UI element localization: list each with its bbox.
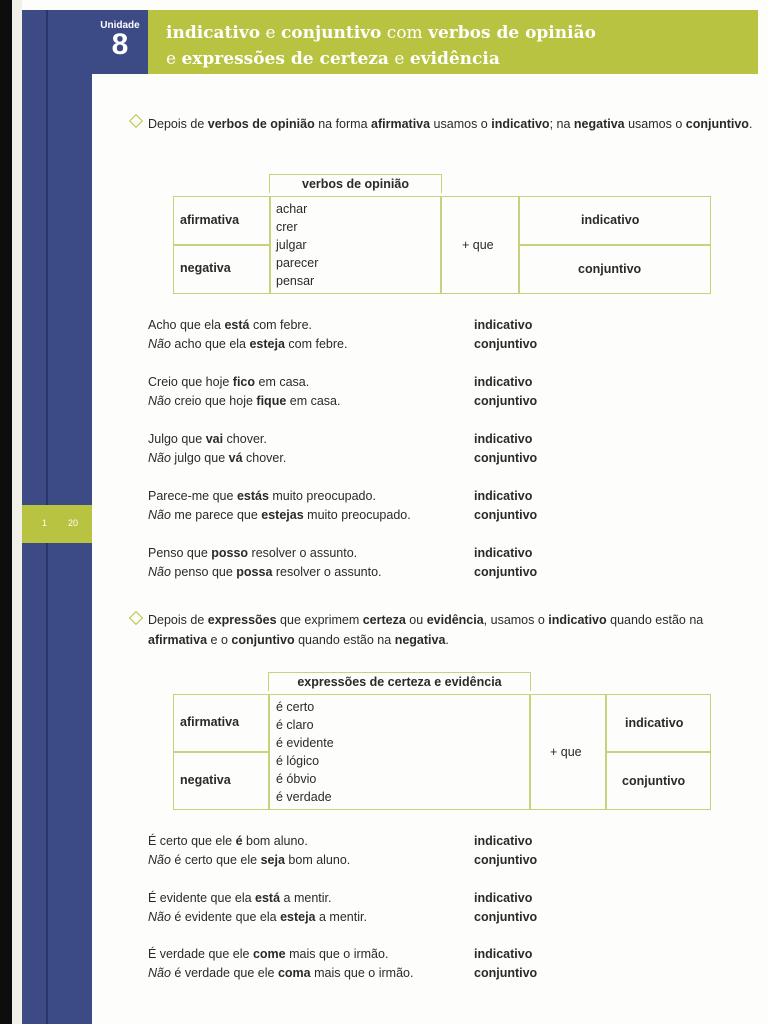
text-run: conjuntivo (231, 633, 295, 647)
example-mood: indicativo (474, 890, 533, 905)
example-negative (148, 506, 411, 525)
text-run: penso que (170, 565, 237, 579)
title-run: conjuntivo (280, 23, 382, 43)
text-run: seja (260, 853, 285, 867)
text-run: , usamos o (483, 613, 549, 627)
text-run: é certo que ele (170, 853, 261, 867)
table2-connector: + que (550, 745, 582, 759)
unit-badge (92, 10, 148, 74)
page-title (166, 20, 596, 72)
text-run: verbos de opinião (207, 117, 315, 131)
title-run: indicativo (166, 23, 261, 43)
text-run: Não (148, 394, 171, 408)
table1-verb-list (276, 200, 318, 290)
text-run: Não (148, 337, 171, 351)
table2-result: indicativo (625, 716, 684, 730)
example-negative (148, 964, 413, 983)
text-run: quando estão na (606, 613, 704, 627)
text-run: Julgo que (148, 432, 206, 446)
example-affirmative (148, 487, 376, 506)
text-run: em casa. (286, 394, 341, 408)
unit-number: 8 (111, 28, 129, 61)
text-run: julgo que (170, 451, 229, 465)
text-run: coma (277, 966, 311, 980)
text-run: está (224, 318, 250, 332)
text-run: a mentir. (280, 890, 332, 905)
table1-result: indicativo (581, 213, 640, 227)
text-run: com febre. (284, 337, 348, 351)
text-run: estejas (261, 508, 304, 522)
text-run: estás (236, 489, 269, 503)
title-run: verbos de opinião (428, 23, 596, 43)
text-run: possa (236, 565, 273, 579)
table-list-item: é lógico (276, 754, 320, 768)
example-negative (148, 449, 286, 468)
text-run: chover. (242, 451, 287, 465)
example-mood: conjuntivo (474, 966, 538, 980)
page-marker-left: 1 (42, 518, 48, 528)
example-mood: indicativo (474, 432, 533, 446)
example-mood: indicativo (474, 546, 533, 560)
table-list-item: pensar (276, 274, 315, 288)
text-run: a mentir. (315, 909, 367, 924)
book-spine-edge (0, 0, 12, 1024)
text-run: Acho que ela (148, 318, 225, 332)
table-list-item: é claro (276, 718, 314, 732)
bullet-diamond-icon (129, 114, 143, 128)
text-run: acho que ela (170, 337, 250, 351)
title-line-2 (166, 46, 596, 72)
table2-expression-list (276, 698, 334, 806)
table1-result: conjuntivo (578, 262, 642, 276)
text-run: É evidente que ela (148, 890, 256, 905)
example-affirmative (148, 889, 331, 908)
text-run: muito preocupado. (268, 489, 376, 503)
bullet-diamond-icon (129, 611, 143, 625)
table2-row-label: negativa (180, 773, 231, 787)
table-list-item: é verdade (276, 790, 332, 804)
text-run: bom aluno. (242, 834, 308, 848)
text-run: quando estão na (294, 633, 395, 647)
table1-connector: + que (462, 238, 494, 252)
example-negative (148, 851, 350, 870)
text-run: certeza (362, 613, 406, 627)
text-run: ; na (549, 117, 574, 131)
text-run: Penso que (148, 546, 212, 560)
text-run: Não (148, 909, 171, 924)
example-mood: indicativo (474, 318, 533, 332)
title-run: expressões de certeza (181, 49, 389, 69)
text-run: mais que o irmão. (285, 947, 389, 961)
text-run: usamos o (624, 117, 686, 131)
text-run: é verdade que ele (170, 966, 278, 980)
title-run: e (166, 49, 182, 69)
text-run: fico (232, 375, 256, 389)
table-list-item: é certo (276, 700, 315, 714)
text-run: Depois de (148, 117, 208, 131)
example-mood: conjuntivo (474, 394, 538, 408)
example-mood: conjuntivo (474, 853, 538, 867)
text-run: está (255, 890, 281, 905)
text-run: Não (148, 853, 171, 867)
text-run: em casa. (255, 375, 310, 389)
example-negative (148, 908, 367, 927)
text-run: é evidente que ela (170, 909, 281, 924)
text-run: Não (148, 966, 171, 980)
text-run: ou (405, 613, 427, 627)
example-mood: conjuntivo (474, 451, 538, 465)
text-run: chover. (223, 432, 267, 446)
rule-text-2 (148, 610, 758, 650)
text-run: afirmativa (371, 117, 431, 131)
table-list-item: crer (276, 220, 298, 234)
text-run: conjuntivo (685, 117, 749, 131)
example-mood: indicativo (474, 375, 533, 389)
page-margin-strip (12, 0, 22, 1024)
text-run: come (252, 947, 286, 961)
text-run: vai (205, 432, 224, 446)
example-affirmative (148, 430, 267, 449)
example-affirmative (148, 832, 308, 851)
title-run: evidência (409, 49, 500, 69)
table1-row-label: afirmativa (180, 213, 240, 227)
page-marker (22, 505, 92, 543)
table-list-item: parecer (276, 256, 319, 270)
example-mood: conjuntivo (474, 565, 538, 579)
example-affirmative (148, 373, 309, 392)
text-run: Depois de (148, 613, 208, 627)
example-mood: indicativo (474, 489, 533, 503)
table2-title: expressões de certeza e evidência (268, 672, 531, 691)
text-run: negativa (573, 117, 625, 131)
text-run: evidência (426, 613, 484, 627)
text-run: vá (228, 451, 243, 465)
example-affirmative (148, 945, 388, 964)
text-run: e o (207, 633, 232, 647)
text-run: posso (211, 546, 249, 560)
table-list-item: achar (276, 202, 308, 216)
text-run: esteja (280, 909, 316, 924)
text-run: com febre. (249, 318, 313, 332)
text-run: . (445, 633, 449, 647)
title-banner (148, 10, 758, 74)
title-line-1 (166, 20, 596, 46)
table-list-item: julgar (276, 238, 307, 252)
text-run: Não (148, 451, 171, 465)
text-run: indicativo (548, 613, 607, 627)
text-run: É verdade que ele (148, 947, 253, 961)
text-run: resolver o assunto. (248, 546, 358, 560)
example-mood: conjuntivo (474, 508, 538, 522)
text-run: que exprimem (276, 613, 363, 627)
text-run: . (748, 117, 753, 131)
text-run: bom aluno. (284, 853, 351, 867)
table1-title: verbos de opinião (269, 174, 442, 193)
text-run: negativa (394, 633, 446, 647)
example-affirmative (148, 316, 312, 335)
example-mood: conjuntivo (474, 909, 538, 924)
text-run: na forma (314, 117, 372, 131)
text-run: Parece-me que (148, 489, 237, 503)
text-run: Não (148, 565, 171, 579)
page-marker-right: 20 (68, 518, 79, 528)
example-negative (148, 563, 382, 582)
text-run: é (235, 834, 243, 848)
text-run: usamos o (430, 117, 492, 131)
text-run: afirmativa (148, 633, 208, 647)
text-run: mais que o irmão. (310, 966, 414, 980)
text-run: Não (148, 508, 171, 522)
table-list-item: é óbvio (276, 772, 317, 786)
example-negative (148, 335, 347, 354)
text-run: É certo que ele (148, 834, 236, 848)
table2-result: conjuntivo (622, 774, 686, 788)
text-run: expressões (207, 613, 277, 627)
unit-label: Unidade (100, 20, 140, 31)
text-run: fique (256, 394, 287, 408)
table2-row-label: afirmativa (180, 715, 240, 729)
table-list-item: é evidente (276, 736, 334, 750)
text-run: creio que hoje (170, 394, 257, 408)
title-run: e (388, 49, 410, 69)
text-run: indicativo (491, 117, 550, 131)
table1-row-label: negativa (180, 261, 231, 275)
text-run: muito preocupado. (303, 508, 411, 522)
text-run: Creio que hoje (148, 375, 233, 389)
example-mood: conjuntivo (474, 337, 538, 351)
text-run: resolver o assunto. (272, 565, 382, 579)
title-run: e (260, 23, 281, 43)
example-negative (148, 392, 340, 411)
example-mood: indicativo (474, 834, 533, 848)
title-run: com (381, 23, 429, 43)
text-run: me parece que (170, 508, 262, 522)
text-run: esteja (249, 337, 285, 351)
rule-text-1 (148, 114, 758, 134)
example-mood: indicativo (474, 947, 533, 961)
example-affirmative (148, 544, 357, 563)
